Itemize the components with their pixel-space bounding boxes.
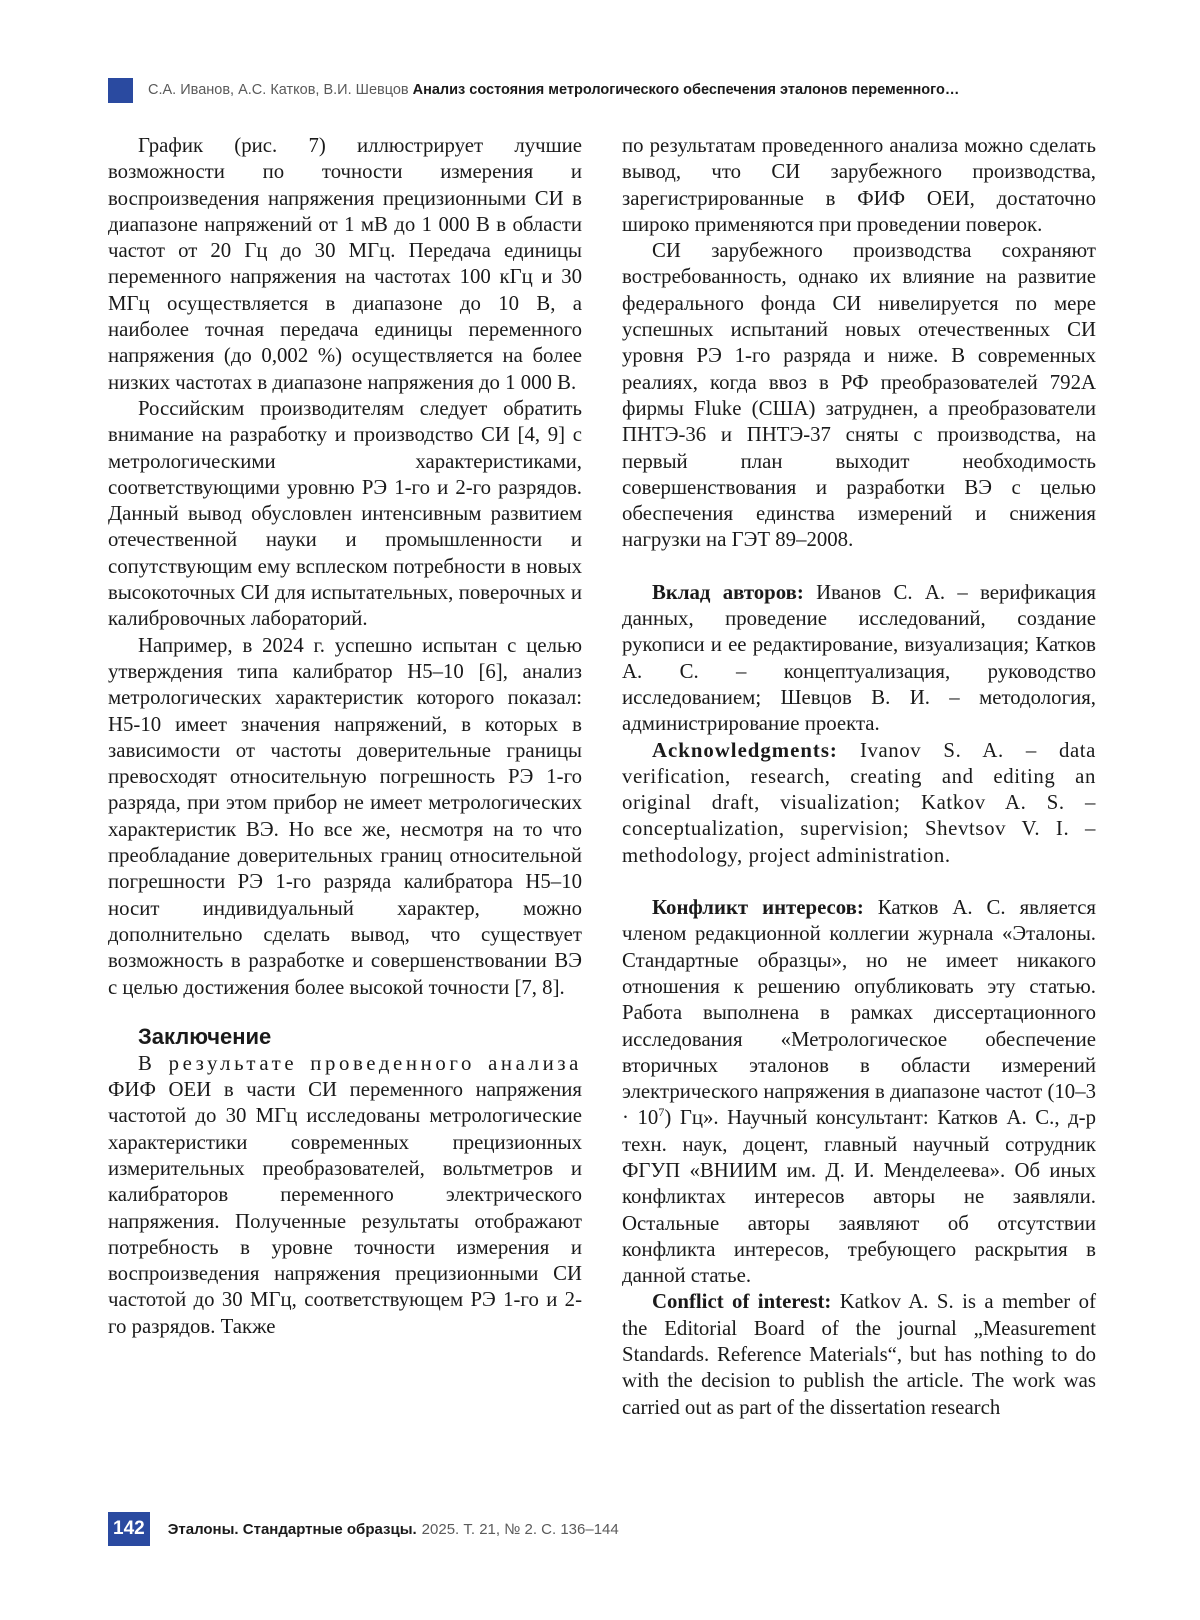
right-column — [622, 133, 1096, 1421]
page-footer — [108, 1512, 619, 1546]
acknowledgments-label: Acknowledgments: — [652, 738, 838, 762]
paragraph-lead: В результате проведенного анализа — [138, 1051, 582, 1075]
conflict-text-ru-cont: ) Гц». Научный консультант: Катков А. С., д-р техн. наук, доцент, главный научный сотрудник ФГУП «ВНИИМ им. Д. И. Менделеева». Об иных конфликтах интересов авторы не заявляли. Остальные авторы заявляют об отсутствии конфликта интересов, требующего раскрытия в данной статье. — [622, 1106, 1097, 1288]
exponent: 7 — [658, 1105, 665, 1120]
conflict-of-interest-ru — [622, 895, 1096, 1289]
running-header — [108, 77, 1108, 103]
page-number: 142 — [108, 1512, 150, 1546]
header-article-title: Анализ состояния метрологического обеспечения эталонов переменного… — [412, 82, 960, 98]
paragraph: График (рис. 7) иллюстрирует лучшие возможности по точности измерения и воспроизведения напряжения прецизионными СИ в диапазоне напряжений от 1 мВ до 1 000 В в области частот от 20 Гц до 30 МГц. Передача единицы переменного напряжения на частотах 100 кГц и 30 МГц осуществляется в диапазоне до 10 В, а наиболее точная передача единицы переменного напряжения (до 0,002 %) осуществляется на более низких частотах в диапазоне напряжения до 1 000 В. — [108, 134, 582, 394]
left-column — [108, 133, 582, 1340]
section-heading-conclusion: Заключение — [138, 1023, 272, 1049]
header-color-block — [108, 78, 133, 103]
paragraph: по результатам проведенного анализа можно сделать вывод, что СИ зарубежного производства, зарегистрированные в ФИФ ОЕИ, достаточно широко применяются при проведении поверок. — [622, 134, 1096, 236]
conflict-label-en: Conflict of interest: — [652, 1290, 832, 1314]
journal-name: Эталоны. Стандартные образцы. — [167, 1520, 417, 1538]
header-authors: С.А. Иванов, А.С. Катков, В.И. Шевцов — [148, 82, 409, 98]
paragraph: СИ зарубежного производства сохраняют востребованность, однако их влияние на развитие федерального фонда СИ нивелируется по мере успешных испытаний новых отечественных СИ уровня РЭ 1-го разряда и ниже. В современных реалиях, когда ввоз в РФ преобразователей 792А фирмы Fluke (США) затруднен, а преобразователи ПНТЭ-36 и ПНТЭ-37 сняты с производства, на первый план выходит необходимость совершенствования и разработки ВЭ с целью обеспечения единства измерений и снижения нагрузки на ГЭТ 89–2008. — [622, 239, 1096, 552]
author-contribution — [622, 580, 1096, 738]
paragraph-text: ФИФ ОЕИ в части СИ переменного напряжения частотой до 30 МГц исследованы метрологические характеристики современных прецизионных измерительных преобразователей, вольтметров и калибраторов переменного электрического напряжения. Полученные результаты отображают потребность в уровне точности измерения и воспроизведения напряжения прецизионными СИ частотой до 30 МГц, соответствующем РЭ 1-го и 2-го разрядов. Также — [108, 1078, 582, 1338]
paragraph — [108, 1051, 582, 1340]
conflict-text-ru: Катков А. С. является членом редакционной коллегии журнала «Эталоны. Стандартные образцы», но не имеет никакого отношения к решению опубликовать эту статью. Работа выполнена в рамках диссертационного исследования «Метрологическое обеспечение вторичных эталонов в области измерений электрического напряжения в диапазоне частот (10–3 · 10 — [622, 896, 1096, 1130]
paragraph: Например, в 2024 г. успешно испытан с целью утверждения типа калибратор Н5–10 [6], анализ метрологических характеристик которого показал: Н5-10 имеет значения напряжений, в которых в зависимости от частоты доверительные границы превосходят относительную погрешность РЭ 1-го разряда, при этом прибор не имеет метрологических характеристик ВЭ. Но все же, несмотря на то что преобладание доверительных границ относительной погрешности РЭ 1-го разряда калибратора Н5–10 носит индивидуальный характер, можно дополнительно сделать вывод, что существует возможность в разработке и совершенствовании ВЭ с целью достижения более высокой точности [7, 8]. — [108, 633, 582, 999]
author-contribution-label: Вклад авторов: — [652, 580, 804, 604]
acknowledgments-text: Ivanov S. A. – data verification, research, creating and editing an original draft, visualization; Katkov A. S. – conceptualization, supervision; Shevtsov V. I. – methodology, project administration. — [622, 738, 1096, 867]
paragraph: Российским производителям следует обратить внимание на разработку и производство СИ [4, 9] с метрологическими характеристиками, соответствующими уровню РЭ 1-го и 2-го разрядов. Данный вывод обусловлен интенсивным развитием отечественной науки и промышленности и сопутствующим ему всплеском потребности в новых высокоточных СИ для испытательных, поверочных и калибровочных лабораторий. — [108, 396, 582, 631]
acknowledgments — [622, 738, 1096, 869]
conflict-of-interest-en — [622, 1289, 1096, 1420]
author-contribution-text: Иванов С. А. – верификация данных, проведение исследований, создание рукописи и ее редактирование, визуализация; Катков А. С. – концептуализация, руководство исследованием; Шевцов В. И. – методология, администрирование проекта. — [622, 580, 1096, 736]
citation: 2025. Т. 21, № 2. С. 136–144 — [421, 1520, 619, 1538]
conflict-label-ru: Конфликт интересов: — [652, 896, 864, 920]
conflict-text-en: Katkov A. S. is a member of the Editorial Board of the journal „Measurement Standards. Reference Materials“, but has nothing to do with the decision to publish the article. The work was carried out as part of the dissertation research — [622, 1290, 1096, 1419]
